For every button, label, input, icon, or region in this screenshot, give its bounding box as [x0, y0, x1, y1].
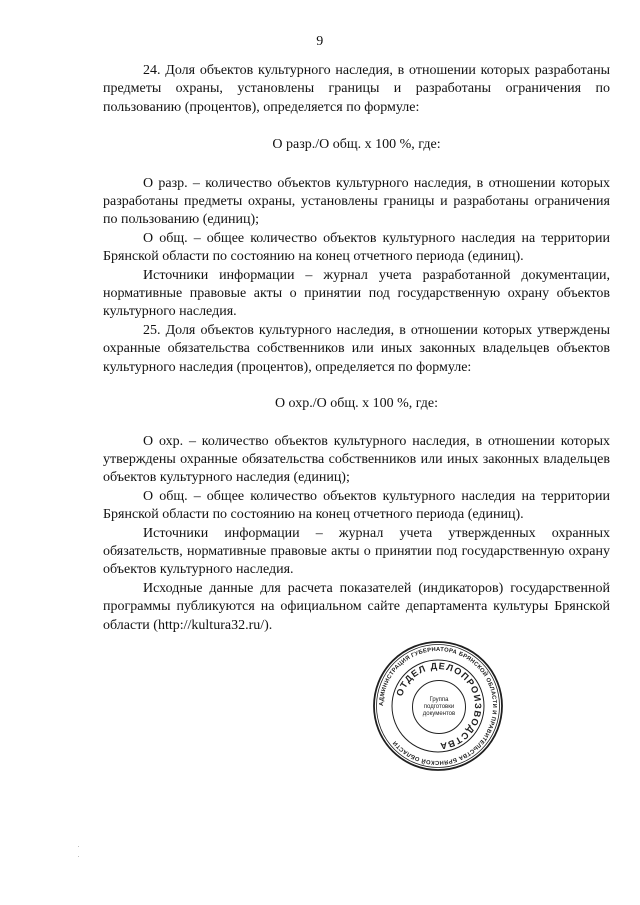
stamp-center — [412, 680, 466, 734]
sources-24: Источники информации – журнал учета разработанной документации, нормативные правовые акты о принятии под государственную охрану объектов культурного наследия. — [103, 267, 610, 320]
official-stamp — [372, 640, 504, 772]
paragraph-25-intro: 25. Доля объектов культурного наследия, в отношении которых утверждены охранные обязательства собственников или иных законных владельцев объектов культурного наследия (процентов), определяется по формуле: — [103, 322, 610, 375]
definition-o-obshch-24: О общ. – общее количество объектов культурного наследия на территории Брянской области по состоянию на конец отчетного периода (единиц). — [103, 230, 610, 265]
stamp-center-line-1: Группа — [429, 696, 449, 703]
scan-dot — [78, 846, 79, 847]
stamp-center-line-3: документов — [422, 710, 456, 717]
stamp-center-line-2: подготовки — [423, 703, 455, 710]
formula-24: О разр./О общ. х 100 %, где: — [272, 137, 441, 153]
scan-dot — [78, 856, 79, 857]
stamp-inner-text: ОТДЕЛ ДЕЛОПРОИЗВОДСТВА — [394, 660, 484, 752]
document-body — [103, 62, 610, 635]
sources-25: Источники информации – журнал учета утвержденных охранных обязательств, нормативные правовые акты о принятии под государственную охрану объектов культурного наследия. — [103, 525, 610, 578]
formula-25: О охр./О общ. х 100 %, где: — [274, 396, 439, 412]
paragraph-24-intro: 24. Доля объектов культурного наследия, в отношении которых разработаны предметы охраны, установлены границы и разработаны ограничения по пользованию (процентов), определяется по формуле: — [103, 63, 610, 115]
definition-o-razr: О разр. – количество объектов культурного наследия, в отношении которых разработаны предметы охраны, установлены границы и разработаны ограничения по пользованию (единиц); — [103, 175, 610, 228]
definition-o-okhr: О охр. – количество объектов культурного наследия, в отношении которых утверждены охранные обязательства собственников или иных законных владельцев объектов культурного наследия (единиц); — [103, 433, 610, 486]
definition-o-obshch-25: О общ. – общее количество объектов культурного наследия на территории Брянской области по состоянию на конец отчетного периода (единиц). — [103, 488, 610, 523]
stamp-outer-text: АДМИНИСТРАЦИЯ ГУБЕРНАТОРА БРЯНСКОЙ ОБЛАСТИ И ПРАВИТЕЛЬСТВА БРЯНСКОЙ ОБЛАСТИ — [378, 646, 498, 766]
closing-paragraph: Исходные данные для расчета показателей (индикаторов) государственной программы публикуются на официальном сайте департамента культуры Брянской области (http://kultura32.ru/). — [103, 580, 610, 633]
page-number: 9 — [316, 34, 324, 49]
